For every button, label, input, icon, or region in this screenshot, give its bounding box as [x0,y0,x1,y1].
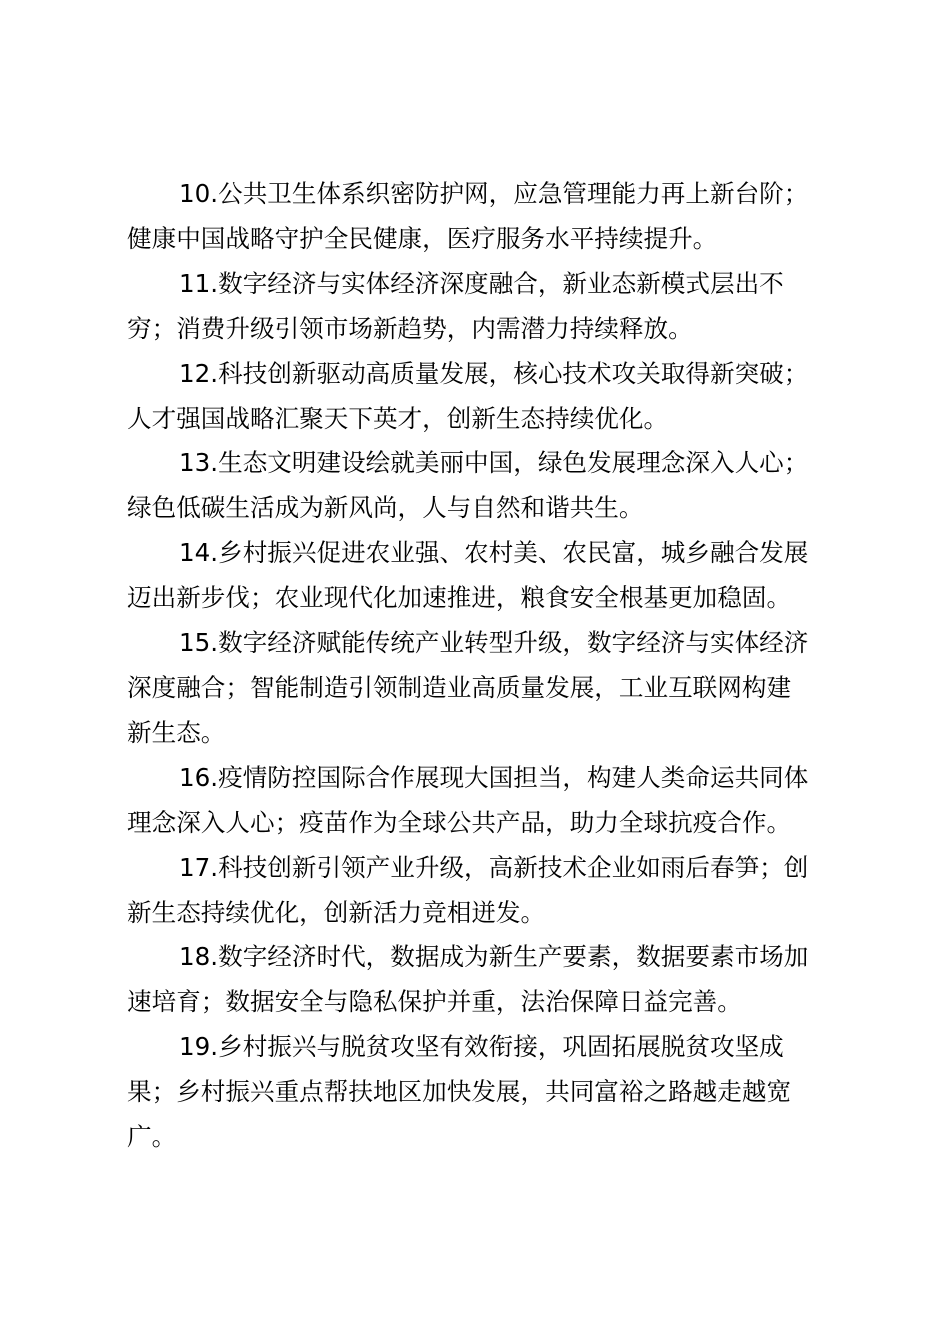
list-item-paragraph [127,531,837,621]
list-item-paragraph [127,172,837,262]
paragraph-line: 广。 [127,1122,177,1152]
paragraph-first-line: 16.疫情防控国际合作展现大国担当，构建人类命运共同体 [179,762,809,792]
list-item-paragraph [127,846,837,936]
list-item-paragraph [127,352,837,442]
paragraph-first-line: 17.科技创新引领产业升级，高新技术企业如雨后春笋；创 [179,852,809,882]
paragraph-first-line: 12.科技创新驱动高质量发展，核心技术攻关取得新突破； [179,358,809,388]
paragraph-line: 健康中国战略守护全民健康，医疗服务水平持续提升。 [127,223,718,253]
paragraph-line: 果；乡村振兴重点帮扶地区加快发展，共同富裕之路越走越宽 [127,1077,792,1107]
list-item-paragraph [127,1025,837,1160]
list-item-paragraph [127,935,837,1025]
paragraph-line: 新生态持续优化，创新活力竞相迸发。 [127,897,546,927]
paragraph-line: 绿色低碳生活成为新风尚，人与自然和谐共生。 [127,493,644,523]
document-body [127,172,837,1160]
paragraph-line: 新生态。 [127,717,226,747]
paragraph-first-line: 18.数字经济时代，数据成为新生产要素，数据要素市场加 [179,942,809,972]
paragraph-line: 理念深入人心；疫苗作为全球公共产品，助力全球抗疫合作。 [127,807,792,837]
list-item-paragraph [127,441,837,531]
paragraph-first-line: 11.数字经济与实体经济深度融合，新业态新模式层出不 [179,268,784,298]
paragraph-first-line: 19.乡村振兴与脱贫攻坚有效衔接，巩固拓展脱贫攻坚成 [179,1032,784,1062]
paragraph-line: 速培育；数据安全与隐私保护并重，法治保障日益完善。 [127,987,742,1017]
paragraph-line: 穷；消费升级引领市场新趋势，内需潜力持续释放。 [127,313,693,343]
paragraph-line: 人才强国战略汇聚天下英才，创新生态持续优化。 [127,403,669,433]
paragraph-first-line: 14.乡村振兴促进农业强、农村美、农民富，城乡融合发展 [179,538,809,568]
paragraph-first-line: 13.生态文明建设绘就美丽中国，绿色发展理念深入人心； [179,448,809,478]
paragraph-line: 迈出新步伐；农业现代化加速推进，粮食安全根基更加稳固。 [127,583,792,613]
list-item-paragraph [127,621,837,756]
paragraph-first-line: 10.公共卫生体系织密防护网，应急管理能力再上新台阶； [179,179,809,208]
paragraph-first-line: 15.数字经济赋能传统产业转型升级，数字经济与实体经济 [179,628,809,658]
paragraph-line: 深度融合；智能制造引领制造业高质量发展，工业互联网构建 [127,672,792,702]
list-item-paragraph [127,262,837,352]
list-item-paragraph [127,756,837,846]
